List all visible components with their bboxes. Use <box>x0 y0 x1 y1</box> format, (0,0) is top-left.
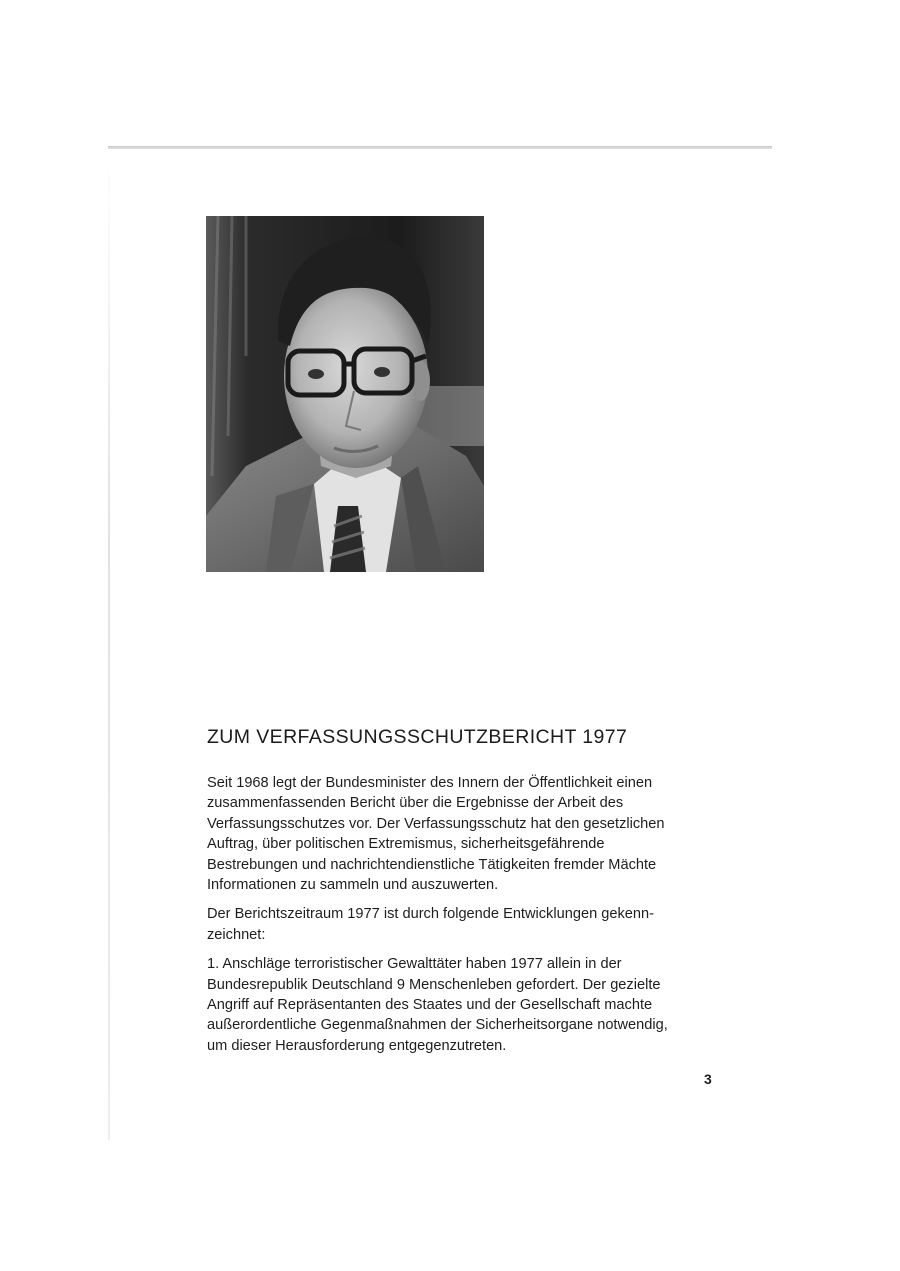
intro-paragraph <box>207 773 727 895</box>
page-edge <box>108 150 110 1140</box>
page-number: 3 <box>704 1071 712 1087</box>
list-item-1 <box>207 954 727 1056</box>
text-line: Seit 1968 legt der Bundesminister des Innern der Öffentlichkeit einen <box>207 775 653 791</box>
text-line: Der Berichtszeitraum 1977 ist durch folgende Entwicklungen gekenn- <box>207 906 654 923</box>
text-line: zusammenfassenden Bericht über die Ergebnisse der Arbeit des <box>207 795 624 812</box>
text-line: Bundesrepublik Deutschland 9 Menschenleben gefordert. Der gezielte <box>207 976 661 993</box>
text-line: Angriff auf Repräsentanten des Staates und der Gesellschaft machte <box>207 997 653 1014</box>
top-rule <box>108 146 772 149</box>
text-line: Bestrebungen und nachrichtendienstliche Tätigkeiten fremder Mächte <box>207 856 657 873</box>
text-line: um dieser Herausforderung entgegenzutreten. <box>207 1037 507 1054</box>
text-line: 1. Anschläge terroristischer Gewalttäter haben 1977 allein in der <box>207 956 622 973</box>
text-line: Informationen zu sammeln und auszuwerten. <box>207 877 499 894</box>
page-title: ZUM VERFASSUNGSSCHUTZBERICHT 1977 <box>207 726 628 748</box>
portrait-photo <box>206 216 484 572</box>
body-text <box>207 773 727 1065</box>
text-line: Auftrag, über politischen Extremismus, sicherheitsgefährende <box>207 836 605 853</box>
text-line: Verfassungsschutzes vor. Der Verfassungsschutz hat den gesetzlichen <box>207 815 665 832</box>
period-paragraph <box>207 904 727 945</box>
text-line: zeichnet: <box>207 926 266 943</box>
text-line: außerordentliche Gegenmaßnahmen der Sicherheitsorgane notwendig, <box>207 1017 668 1034</box>
